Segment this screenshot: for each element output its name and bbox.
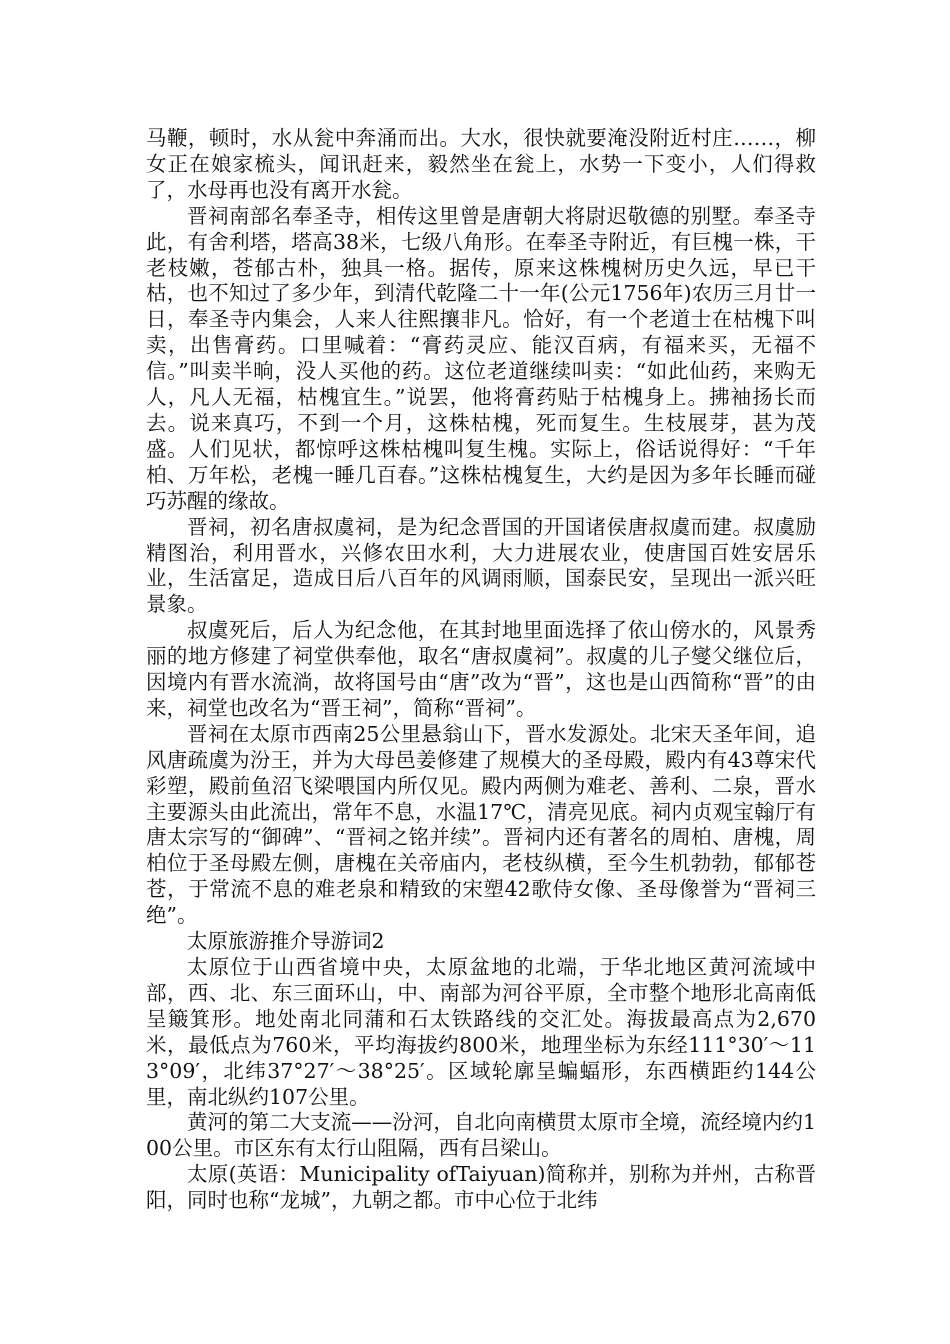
- paragraph-water-mother: 马鞭，顿时，水从瓮中奔涌而出。大水，很快就要淹没附近村庄……，柳女正在娘家梳头，闻讯赶来，毅然坐在瓮上，水势一下变小，人们得救了，水母再也没有离开水瓮。: [146, 126, 816, 202]
- paragraph-fen-river: 黄河的第二大支流——汾河，自北向南横贯太原市全境，流经境内约100公里。市区东有太行山阻隔，西有吕梁山。: [146, 1110, 816, 1161]
- paragraph-taiyuan-names: 太原(英语：Municipality ofTaiyuan)简称并，别称为并州，古称晋阳，同时也称“龙城”，九朝之都。市中心位于北纬: [146, 1162, 816, 1213]
- section-heading: 太原旅游推介导游词2: [187, 929, 385, 954]
- paragraph-taiyuan-geography: 太原位于山西省境中央，太原盆地的北端，于华北地区黄河流域中部，西、北、东三面环山，中、南部为河谷平原，全市整个地形北高南低呈簸箕形。地处南北同蒲和石太铁路线的交汇处。海拔最高点为2,670米，最低点为760米，平均海拔约800米，地理坐标为东经111°30′～113°09′，北纬37°27′～38°25′。区域轮廓呈蝙蝠形，东西横距约144公里，南北纵约107公里。: [146, 955, 816, 1109]
- paragraph-fengsheng-temple: 晋祠南部名奉圣寺，相传这里曾是唐朝大将尉迟敬德的别墅。奉圣寺此，有舍利塔，塔高38米，七级八角形。在奉圣寺附近，有巨槐一株，干老枝嫩，苍郁古朴，独具一格。据传，原来这株槐树历史久远，早已干枯，也不知过了多少年，到清代乾隆二十一年(公元1756年)农历三月廿一日，奉圣寺内集会，人来人往熙攘非凡。恰好，有一个老道士在枯槐下叫卖，出售膏药。口里喊着：“膏药灵应、能汉百病，有福来买，无福不信。”叫卖半晌，没人买他的药。这位老道继续叫卖：“如此仙药，来购无人，凡人无福，枯槐宜生。”说罢，他将膏药贴于枯槐身上。拂袖扬长而去。说来真巧，不到一个月，这株枯槐，死而复生。生枝展芽，甚为茂盛。人们见状，都惊呼这株枯槐叫复生槐。实际上，俗话说得好：“千年柏、万年松，老槐一睡几百春。”这株枯槐复生，大约是因为多年长睡而碰巧苏醒的缘故。: [146, 203, 816, 513]
- paragraph-jinci-name-origin: 叔虞死后，后人为纪念他，在其封地里面选择了依山傍水的，风景秀丽的地方修建了祠堂供奉他，取名“唐叔虞祠”。叔虞的儿子燮父继位后，因境内有晋水流淌，故将国号由“唐”改为“晋”，这也是山西简称“晋”的由来，祠堂也改名为“晋王祠”，简称“晋祠”。: [146, 618, 816, 720]
- paragraph-tang-shuyu-shrine: 晋祠，初名唐叔虞祠，是为纪念晋国的开国诸侯唐叔虞而建。叔虞励精图治，利用晋水，兴修农田水利，大力进展农业，使唐国百姓安居乐业，生活富足，造成日后八百年的风调雨顺，国泰民安，呈现出一派兴旺景象。: [146, 514, 816, 617]
- document-page: [146, 126, 816, 1214]
- paragraph-jinci-location: 晋祠在太原市西南25公里悬翁山下，晋水发源处。北宋天圣年间，追风唐疏虞为汾王，并为大母邑姜修建了规模大的圣母殿，殿内有43尊宋代彩塑，殿前鱼沼飞梁喂国内所仅见。殿内两侧为难老、善利、二泉，晋水主要源头由此流出，常年不息，水温17℃，清亮见底。祠内贞观宝翰厅有唐太宗写的“御碑”、“晋祠之铭并续”。晋祠内还有著名的周柏、唐槐，周柏位于圣母殿左侧，唐槐在关帝庙内，老枝纵横，至今生机勃勃，郁郁苍苍，于常流不息的难老泉和精致的宋塑42歌侍女像、圣母像誉为“晋祠三绝”。: [146, 721, 816, 928]
